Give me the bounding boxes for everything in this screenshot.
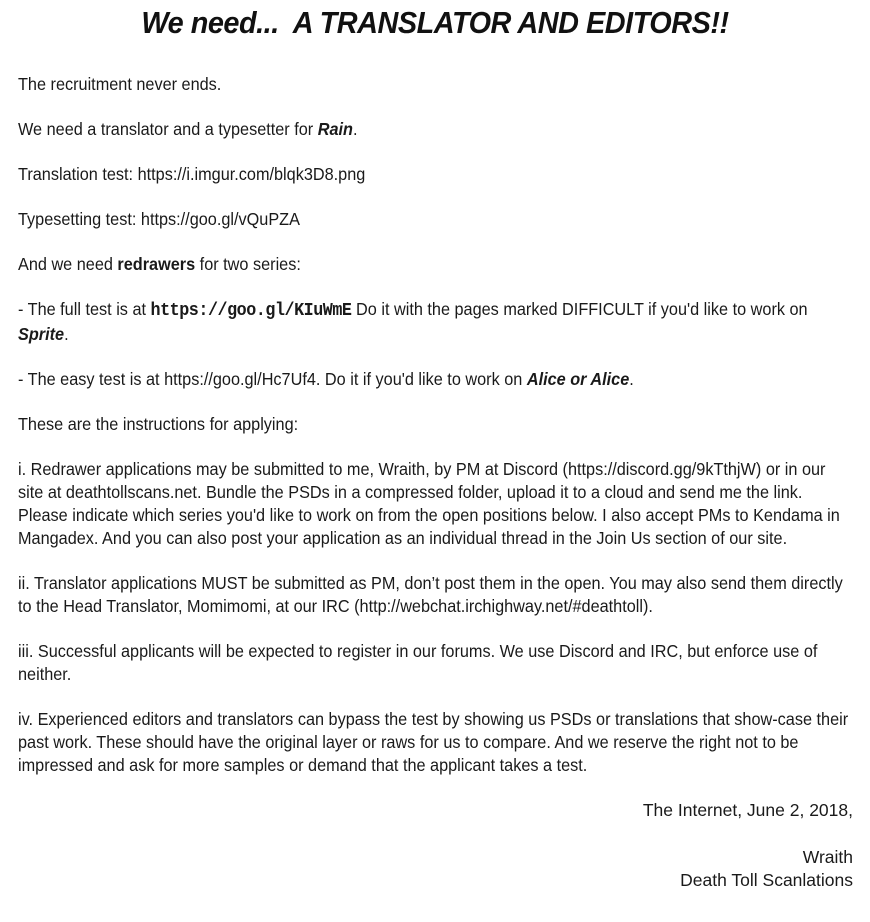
page-title: We need... A TRANSLATOR AND EDITORS!! [141,5,729,40]
text-run: iii. Successful applicants will be expected to register in our forums. We use Discord and IRC, but enforce use of neither. [18,641,818,684]
text-run: The recruitment never ends. [18,74,222,94]
body-paragraphs [0,73,870,777]
signature [0,846,853,892]
text-run: i. Redrawer applications may be submitted to me, Wraith, by PM at Discord (https://discord.gg/9kTthjW) or in our site at deathtollscans.net. Bundle the PSDs in a compressed folder, upload it to a cloud and send me the link. Please indicate which series you'd like to work on from the open positions below. I also accept PMs to Kendama in Mangadex. And you can also post your application as an individual thread in the Join Us section of our site. [18,459,840,548]
text-run: . [64,324,69,344]
text-run: iv. Experienced editors and translators can bypass the test by showing us PSDs or translations that show-case their past work. These should have the original layer or raws for us to compare. And we reserve the right not to be impressed and ask for more samples or demand that the applicant takes a test. [18,709,849,775]
needs-paragraph [18,118,854,141]
instructions-intro-paragraph [18,413,854,436]
full-test-paragraph [18,298,854,346]
translation-test-paragraph [18,163,854,186]
redrawers-paragraph [18,253,854,276]
series-alice-or-alice: Alice or Alice [526,369,630,389]
text-run: And we need [18,254,118,274]
text-run: Translation test: https://i.imgur.com/blqk3D8.png [18,164,366,184]
instruction-iii-paragraph [18,640,854,686]
series-sprite: Sprite [18,324,65,344]
easy-test-paragraph [18,368,854,391]
text-run: - The full test is at [18,299,151,319]
typesetting-test-paragraph [18,208,854,231]
text-run: for two series: [195,254,301,274]
text-run: Do it with the pages marked DIFFICULT if you'd like to work on [351,299,808,319]
instruction-i-paragraph [18,458,854,550]
series-rain: Rain [317,119,353,139]
text-run: ii. Translator applications MUST be submitted as PM, don’t post them in the open. You may also send them directly to the Head Translator, Momimomi, at our IRC (http://webchat.irchighway.net/#deathtoll). [18,573,843,616]
dateline: The Internet, June 2, 2018, [642,800,853,820]
instruction-iv-paragraph [18,708,854,777]
closing-block [0,799,870,892]
intro-paragraph [18,73,854,96]
instruction-ii-paragraph [18,572,854,618]
text-run: These are the instructions for applying: [18,414,299,434]
text-run: - The easy test is at https://goo.gl/Hc7Uf4. Do it if you'd like to work on [18,369,527,389]
text-run: . [629,369,634,389]
text-run: Typesetting test: https://goo.gl/vQuPZA [18,209,300,229]
text-run: . [352,119,358,139]
text-run: We need a translator and a typesetter for [18,119,318,139]
full-test-url: https://goo.gl/KIuWmE [150,301,352,321]
redrawers-emphasis: redrawers [117,254,196,274]
signature-group: Death Toll Scanlations [680,870,853,890]
signature-name: Wraith [802,847,853,867]
